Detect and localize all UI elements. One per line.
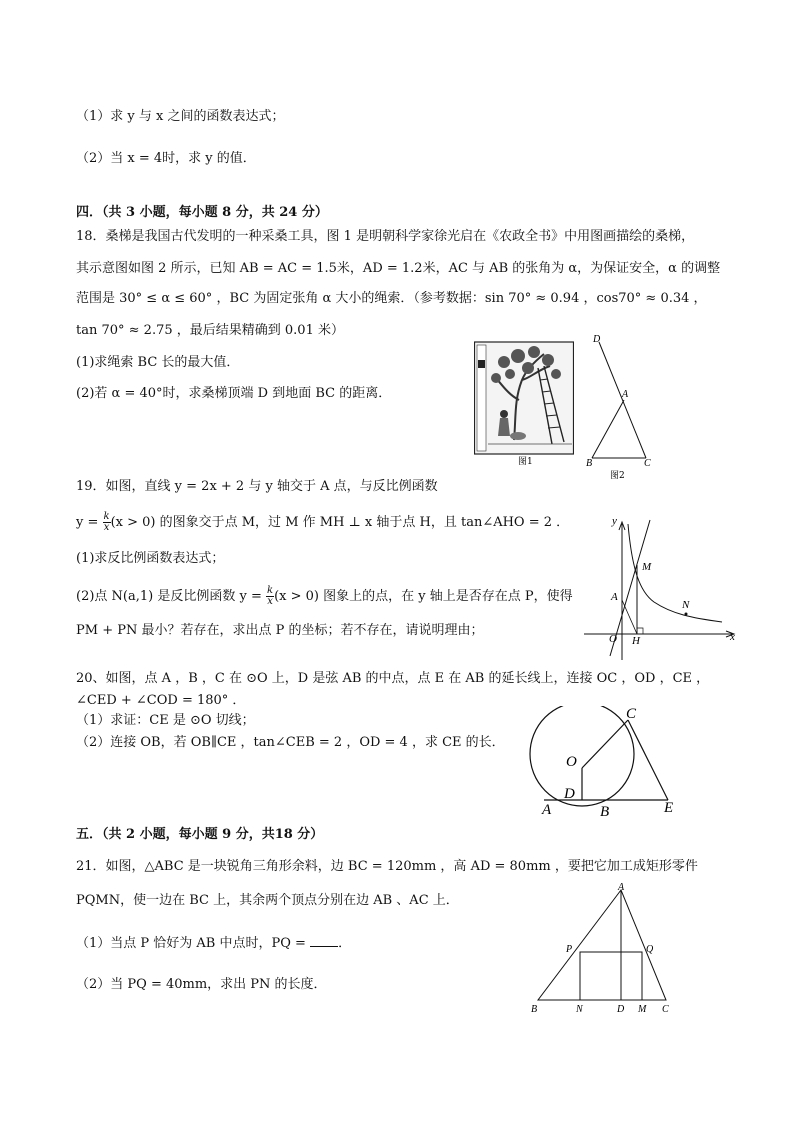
q20-part2: （2）连接 OB，若 OB∥CE ，tan∠CEB = 2 ，OD = 4 ，求 CE 的长．: [76, 735, 505, 750]
q18-fig2-label-A: A: [622, 389, 629, 400]
q20-line2: ∠CED + ∠COD = 180° ．: [76, 693, 246, 708]
q17-part1: （1）求 y 与 x 之间的函数表达式；: [76, 109, 285, 124]
q20-part1: （1）求证：CE 是 ⊙O 切线；: [76, 713, 255, 728]
q18-line4: tan 70° ≈ 2.75 ，最后结果精确到 0.01 米）: [76, 323, 344, 338]
q19-label-O: O: [609, 633, 617, 645]
q19-part2-start: (2)点 N(a,1) 是反比例函数 y =: [76, 589, 266, 604]
q20-label-A: A: [542, 802, 552, 818]
q19-line1: 19．如图，直线 y = 2x + 2 与 y 轴交于 A 点，与反比例函数: [76, 479, 438, 494]
q20-label-O: O: [566, 754, 577, 770]
q19-label-y: y: [612, 515, 617, 527]
q19-part1: (1)求反比例函数表达式；: [76, 551, 225, 566]
q18-part2: (2)若 α = 40°时，求桑梯顶端 D 到地面 BC 的距离．: [76, 386, 392, 401]
q19-line2-end: (x > 0) 的图象交于点 M，过 M 作 MH ⊥ x 轴于点 H，且 tan∠AHO = 2 ．: [110, 515, 570, 530]
q18-figure1-illustration: [474, 340, 574, 466]
q21-part1-end: ．: [338, 936, 352, 951]
q21-part2: （2）当 PQ = 40mm，求出 PN 的长度．: [76, 977, 327, 992]
q18-fig2-label-D: D: [593, 334, 601, 345]
q19-label-H: H: [632, 635, 640, 647]
q20-label-B: B: [600, 804, 610, 818]
q19-line2-start: y =: [76, 515, 103, 530]
q19-label-A: A: [611, 591, 618, 603]
q21-line2: PQMN，使一边在 BC 上，其余两个顶点分别在边 AB 、AC 上．: [76, 893, 459, 908]
q21-part1-text: （1）当点 P 恰好为 AB 中点时，PQ =: [76, 936, 311, 951]
q19-graph: [582, 510, 742, 660]
q20-circle-figure: [520, 706, 690, 818]
q19-part2: [76, 586, 573, 607]
q20-line1: 20、如图，点 A ，B ，C 在 ⊙O 上，D 是弦 AB 的中点，点 E 在 AB 的延长线上，连接 OC ，OD ，CE ，: [76, 671, 710, 686]
q19-part2-continued: PM + PN 最小？若存在，求出点 P 的坐标；若不存在，请说明理由；: [76, 623, 484, 638]
section4-heading: 四．（共 3 小题，每小题 8 分，共 24 分）: [76, 205, 328, 220]
q20-label-C: C: [626, 706, 637, 722]
q21-label-M: M: [638, 1004, 647, 1015]
q21-label-N: N: [576, 1004, 583, 1015]
q18-fig2-label-B: B: [586, 458, 593, 469]
q19-fraction-k-over-x-2: $\frac{k}{x}$: [267, 585, 274, 607]
q19-fraction-k-over-x: $\frac{k}{x}$: [103, 511, 110, 533]
q21-label-D: D: [617, 1004, 625, 1015]
q20-label-D: D: [564, 786, 575, 802]
q19-part2-end: (x > 0) 图象上的点，在 y 轴上是否存在点 P，使得: [274, 589, 573, 604]
q18-fig2-label-C: C: [644, 458, 651, 469]
q18-line1: 18．桑梯是我国古代发明的一种采桑工具，图 1 是明朝科学家徐光启在《农政全书》中用图画描绘的桑梯，: [76, 229, 695, 244]
q21-label-A: A: [618, 882, 625, 893]
q21-part1: [76, 934, 351, 953]
q21-label-Q: Q: [646, 944, 654, 955]
q17-part2: （2）当 x = 4时，求 y 的值．: [76, 151, 256, 166]
q21-label-P: P: [566, 944, 573, 955]
q18-fig1-caption: 图1: [518, 457, 533, 466]
q18-fig2-caption: 图2: [610, 471, 625, 481]
q19-label-N: N: [682, 599, 690, 611]
q21-triangle-figure: [526, 882, 676, 1018]
q18-figure2-diagram: [584, 332, 664, 482]
q20-label-E: E: [664, 800, 674, 816]
section5-heading: 五．（共 2 小题，每小题 9 分，共18 分）: [76, 827, 324, 842]
q19-label-M: M: [642, 561, 652, 573]
q21-label-B: B: [531, 1004, 538, 1015]
q18-line2: 其示意图如图 2 所示，已知 AB = AC = 1.5米，AD = 1.2米，AC 与 AB 的张角为 α，为保证安全，α 的调整: [76, 261, 721, 276]
q19-label-x: x: [730, 631, 735, 643]
q21-line1: 21．如图，△ABC 是一块锐角三角形余料，边 BC = 120mm ，高 AD = 80mm ，要把它加工成矩形零件: [76, 859, 698, 874]
q18-line3: 范围是 30° ≤ α ≤ 60° ，BC 为固定张角 α 大小的绳索．（参考数据：sin 70° ≈ 0.94 ，cos70° ≈ 0.34 ，: [76, 291, 707, 306]
q19-line2: [76, 512, 569, 533]
q18-part1: (1)求绳索 BC 长的最大值．: [76, 355, 240, 370]
q21-label-C: C: [662, 1004, 669, 1015]
answer-blank[interactable]: [310, 934, 338, 947]
